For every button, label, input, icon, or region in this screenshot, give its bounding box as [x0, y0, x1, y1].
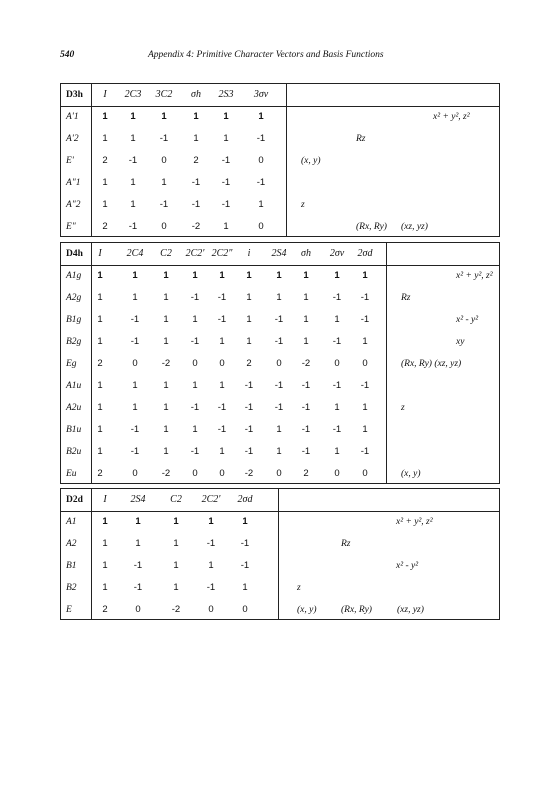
character-value: -1	[159, 133, 169, 144]
basis-function: x² - y²	[396, 561, 419, 571]
character-value: -2	[301, 358, 311, 369]
class-header: σh	[301, 248, 311, 259]
class-header: I	[103, 89, 107, 100]
character-value: 2	[246, 358, 252, 369]
class-header: σh	[191, 89, 201, 100]
table-row	[61, 172, 499, 194]
character-value: 1	[97, 314, 103, 325]
irrep-label: E"	[66, 222, 76, 232]
character-value: 0	[192, 358, 198, 369]
character-value: -1	[130, 446, 140, 457]
table-row	[61, 106, 499, 128]
character-value: 1	[132, 380, 138, 391]
character-value: 1	[219, 446, 225, 457]
class-header: 2C2'	[185, 248, 205, 259]
class-header: 2S4	[130, 494, 146, 505]
character-value: 1	[163, 446, 169, 457]
character-value: 1	[242, 582, 248, 593]
class-header: 2σd	[237, 494, 253, 505]
character-value: -1	[274, 380, 284, 391]
character-value: -1	[244, 424, 254, 435]
character-value: -1	[221, 155, 231, 166]
table-row	[61, 533, 499, 555]
irrep-label: B2g	[66, 337, 82, 347]
character-value: 2	[193, 155, 199, 166]
character-value: 1	[97, 446, 103, 457]
character-value: -1	[130, 336, 140, 347]
irrep-label: A2u	[66, 403, 82, 413]
character-value: 0	[258, 155, 264, 166]
character-value: -1	[128, 221, 138, 232]
character-value: 0	[362, 358, 368, 369]
table-header-row	[61, 489, 499, 512]
irrep-label: B1u	[66, 425, 82, 435]
character-value: -1	[332, 380, 342, 391]
character-value: -1	[130, 314, 140, 325]
character-value: 1	[163, 270, 169, 281]
character-value: 0	[242, 604, 248, 615]
class-header: 2C3	[124, 89, 142, 100]
basis-function: Rz	[356, 134, 366, 144]
table-row	[61, 397, 499, 419]
irrep-label: E'	[66, 156, 74, 166]
character-value: -1	[221, 199, 231, 210]
character-value: 1	[242, 516, 248, 527]
irrep-label: A1u	[66, 381, 82, 391]
character-value: 1	[132, 402, 138, 413]
point-group-label: D2d	[66, 495, 83, 505]
character-value: 0	[192, 468, 198, 479]
table-row	[61, 555, 499, 577]
class-header: 2S4	[271, 248, 287, 259]
character-value: 0	[334, 358, 340, 369]
character-value: 1	[362, 424, 368, 435]
table-row	[61, 265, 499, 287]
character-value: 1	[97, 292, 103, 303]
character-value: 1	[219, 380, 225, 391]
character-value: 1	[102, 582, 108, 593]
character-value: 1	[303, 314, 309, 325]
table-row	[61, 577, 499, 599]
character-value: -1	[360, 380, 370, 391]
class-header: C2	[160, 248, 172, 259]
character-value: 1	[97, 424, 103, 435]
character-value: -1	[191, 177, 201, 188]
basis-function: x² - y²	[456, 315, 479, 325]
basis-function: z	[297, 583, 301, 593]
irrep-label: B1	[66, 561, 77, 571]
character-value: 1	[102, 133, 108, 144]
table-row	[61, 331, 499, 353]
character-value: -1	[301, 402, 311, 413]
class-header: C2	[170, 494, 182, 505]
character-value: 1	[246, 292, 252, 303]
character-value: -1	[221, 177, 231, 188]
character-value: -1	[217, 402, 227, 413]
character-value: 1	[334, 446, 340, 457]
character-value: 1	[246, 270, 252, 281]
character-value: -1	[360, 314, 370, 325]
character-value: 1	[219, 336, 225, 347]
irrep-label: B2u	[66, 447, 82, 457]
class-header: 2C4	[126, 248, 144, 259]
character-value: -1	[191, 199, 201, 210]
character-value: 1	[223, 111, 229, 122]
point-group-label: D4h	[66, 249, 83, 259]
character-value: 1	[130, 177, 136, 188]
character-value: 1	[161, 111, 167, 122]
character-value: 1	[102, 199, 108, 210]
character-value: 1	[132, 270, 138, 281]
class-header: 3σv	[253, 89, 269, 100]
irrep-label: A'1	[66, 112, 79, 122]
character-value: 1	[102, 560, 108, 571]
basis-function: x² + y², z²	[396, 517, 433, 527]
character-value: -1	[332, 336, 342, 347]
basis-function: (x, y)	[297, 605, 317, 615]
character-value: 1	[173, 516, 179, 527]
character-value: 1	[246, 336, 252, 347]
character-value: 1	[135, 538, 141, 549]
character-value: -1	[217, 424, 227, 435]
irrep-label: A"1	[66, 178, 81, 188]
character-value: 1	[208, 560, 214, 571]
character-value: 2	[102, 221, 108, 232]
character-value: 0	[161, 155, 167, 166]
table-row	[61, 353, 499, 375]
character-value: 1	[192, 380, 198, 391]
character-value: -2	[161, 358, 171, 369]
character-value: -1	[301, 424, 311, 435]
character-value: -1	[256, 177, 266, 188]
character-value: 1	[102, 538, 108, 549]
character-value: 1	[334, 402, 340, 413]
character-value: -1	[217, 292, 227, 303]
character-value: 1	[163, 424, 169, 435]
character-value: 2	[102, 155, 108, 166]
irrep-label: E	[66, 605, 72, 615]
character-value: 1	[276, 446, 282, 457]
character-value: -1	[274, 336, 284, 347]
character-value: -2	[171, 604, 181, 615]
basis-function: (x, y)	[401, 469, 421, 479]
character-value: -2	[191, 221, 201, 232]
table-row	[61, 128, 499, 150]
irrep-label: B1g	[66, 315, 82, 325]
character-value: 1	[192, 270, 198, 281]
character-value: 1	[334, 314, 340, 325]
character-value: 1	[192, 314, 198, 325]
character-value: 1	[192, 424, 198, 435]
character-value: 0	[132, 358, 138, 369]
character-value: 1	[163, 314, 169, 325]
character-value: 1	[276, 292, 282, 303]
irrep-label: A2	[66, 539, 77, 549]
basis-function: (Rx, Ry)	[356, 222, 387, 232]
basis-function: (x, y)	[301, 156, 321, 166]
character-value: -1	[360, 292, 370, 303]
character-value: 0	[132, 468, 138, 479]
character-value: 2	[97, 468, 103, 479]
character-value: 0	[276, 358, 282, 369]
character-value: 1	[258, 111, 264, 122]
table-row	[61, 511, 499, 533]
character-value: 0	[276, 468, 282, 479]
table-row	[61, 150, 499, 172]
character-value: 1	[276, 270, 282, 281]
character-value: 1	[193, 111, 199, 122]
character-value: 0	[219, 358, 225, 369]
class-header: i	[247, 248, 251, 259]
basis-function: z	[401, 403, 405, 413]
character-value: -1	[301, 380, 311, 391]
character-value: 1	[362, 270, 368, 281]
page-number: 540	[60, 50, 75, 60]
table-row	[61, 463, 499, 485]
character-value: 1	[163, 402, 169, 413]
basis-function: z	[301, 200, 305, 210]
character-value: 1	[130, 111, 136, 122]
character-value: 1	[362, 402, 368, 413]
character-value: 1	[173, 582, 179, 593]
basis-function: x² + y², z²	[456, 271, 493, 281]
character-value: 1	[303, 292, 309, 303]
table-row	[61, 287, 499, 309]
character-value: -1	[274, 402, 284, 413]
character-value: -1	[301, 446, 311, 457]
character-value: -1	[244, 380, 254, 391]
character-value: -1	[244, 402, 254, 413]
character-value: 1	[161, 177, 167, 188]
class-header: 2S3	[218, 89, 234, 100]
character-value: 1	[223, 133, 229, 144]
character-value: -1	[190, 402, 200, 413]
character-value: 0	[161, 221, 167, 232]
page-title: Appendix 4: Primitive Character Vectors and Basis Functions	[148, 50, 384, 60]
character-value: 1	[362, 336, 368, 347]
character-value: -1	[159, 199, 169, 210]
character-value: 1	[276, 424, 282, 435]
character-value: -1	[274, 314, 284, 325]
character-value: 2	[303, 468, 309, 479]
class-header: I	[98, 248, 102, 259]
character-value: 1	[303, 270, 309, 281]
character-value: 1	[102, 111, 108, 122]
character-value: 1	[163, 380, 169, 391]
character-value: 1	[258, 199, 264, 210]
character-value: 1	[97, 380, 103, 391]
character-value: -1	[244, 446, 254, 457]
character-value: 1	[130, 199, 136, 210]
irrep-label: A2g	[66, 293, 82, 303]
basis-function: (xz, yz)	[401, 222, 428, 232]
class-header: 2σv	[329, 248, 345, 259]
table-row	[61, 599, 499, 621]
character-value: -1	[332, 424, 342, 435]
character-value: -1	[190, 292, 200, 303]
irrep-label: A"2	[66, 200, 81, 210]
character-value: 1	[97, 336, 103, 347]
character-value: 1	[303, 336, 309, 347]
class-header: I	[103, 494, 107, 505]
table-row	[61, 441, 499, 463]
character-value: -1	[206, 538, 216, 549]
character-value: 1	[334, 270, 340, 281]
class-header: 2C2'	[201, 494, 221, 505]
character-value: -1	[332, 292, 342, 303]
character-value: -1	[133, 582, 143, 593]
basis-function: x² + y², z²	[433, 112, 470, 122]
basis-function: (Rx, Ry)	[341, 605, 372, 615]
irrep-label: A1	[66, 517, 77, 527]
class-header: 2C2"	[211, 248, 233, 259]
character-value: -1	[190, 336, 200, 347]
character-value: -1	[240, 560, 250, 571]
table-header-row	[61, 243, 499, 266]
table-row	[61, 309, 499, 331]
character-value: 0	[334, 468, 340, 479]
character-value: 1	[246, 314, 252, 325]
basis-function: Rz	[401, 293, 411, 303]
character-value: -1	[133, 560, 143, 571]
character-value: 1	[102, 516, 108, 527]
character-value: 0	[362, 468, 368, 479]
character-value: -1	[130, 424, 140, 435]
irrep-label: A'2	[66, 134, 79, 144]
character-value: 1	[132, 292, 138, 303]
character-value: 1	[102, 177, 108, 188]
irrep-label: Eu	[66, 469, 77, 479]
table-row	[61, 194, 499, 216]
character-value: 1	[130, 133, 136, 144]
character-value: -1	[128, 155, 138, 166]
character-value: -1	[190, 446, 200, 457]
character-value: 1	[223, 221, 229, 232]
character-value: 1	[193, 133, 199, 144]
character-value: 0	[135, 604, 141, 615]
character-value: 2	[97, 358, 103, 369]
character-value: -1	[217, 314, 227, 325]
character-value: 1	[97, 270, 103, 281]
point-group-label: D3h	[66, 90, 83, 100]
character-value: 0	[258, 221, 264, 232]
class-header: 2σd	[357, 248, 373, 259]
character-value: 1	[173, 538, 179, 549]
table-row	[61, 419, 499, 441]
character-value: -1	[256, 133, 266, 144]
character-value: -1	[240, 538, 250, 549]
character-value: 0	[208, 604, 214, 615]
basis-function: (Rx, Ry) (xz, yz)	[401, 359, 462, 369]
character-value: 1	[163, 336, 169, 347]
character-value: 1	[173, 560, 179, 571]
character-value: -1	[206, 582, 216, 593]
basis-function: (xz, yz)	[397, 605, 424, 615]
table-header-row	[61, 84, 499, 107]
irrep-label: A1g	[66, 271, 82, 281]
basis-function: Rz	[341, 539, 351, 549]
page-header	[60, 50, 500, 66]
character-value: -2	[244, 468, 254, 479]
character-table-d4h	[60, 242, 500, 484]
table-row	[61, 375, 499, 397]
character-table-d2d	[60, 488, 500, 620]
character-value: 1	[208, 516, 214, 527]
character-value: 1	[163, 292, 169, 303]
character-value: 1	[219, 270, 225, 281]
irrep-label: Eg	[66, 359, 77, 369]
character-value: 0	[219, 468, 225, 479]
character-value: 1	[135, 516, 141, 527]
character-value: 1	[97, 402, 103, 413]
irrep-label: B2	[66, 583, 77, 593]
character-value: -1	[360, 446, 370, 457]
character-table-d3h	[60, 83, 500, 237]
character-value: 2	[102, 604, 108, 615]
table-row	[61, 216, 499, 238]
basis-function: xy	[456, 337, 465, 347]
character-value: -2	[161, 468, 171, 479]
class-header: 3C2	[155, 89, 173, 100]
